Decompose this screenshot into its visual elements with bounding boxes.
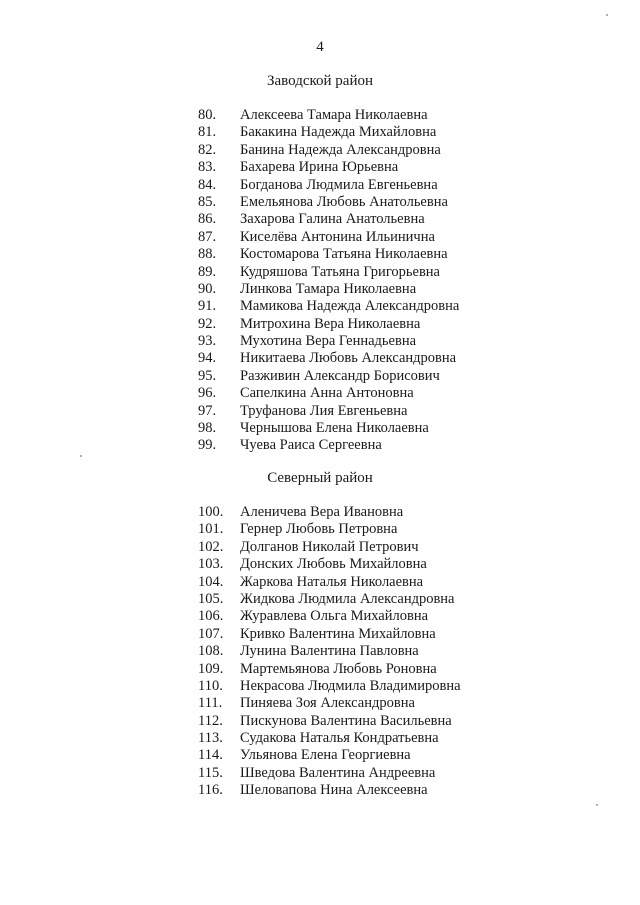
list-item (198, 124, 528, 141)
person-name: Разживин Александр Борисович (240, 367, 440, 384)
person-name: Шеловапова Нина Алексеевна (240, 782, 428, 799)
item-number: 101. (198, 521, 224, 538)
list-item (198, 661, 528, 678)
name-list-zavodskoy (198, 107, 528, 455)
person-name: Алексеева Тамара Николаевна (240, 107, 428, 123)
list-item (198, 107, 528, 124)
item-number: 95. (198, 367, 217, 384)
item-number: 94. (198, 350, 217, 367)
list-item (198, 730, 528, 747)
item-number: 93. (198, 333, 217, 350)
list-item (198, 539, 528, 556)
item-number: 98. (198, 420, 217, 437)
scan-speck (596, 804, 598, 806)
list-item (198, 246, 528, 263)
person-name: Труфанова Лия Евгеньевна (240, 402, 408, 419)
list-item (198, 298, 528, 315)
item-number: 116. (198, 782, 223, 799)
person-name: Гернер Любовь Петровна (240, 521, 398, 538)
person-name: Линкова Тамара Николаевна (240, 280, 417, 297)
name-list-severny (198, 504, 528, 800)
item-number: 80. (198, 107, 217, 123)
item-number: 107. (198, 625, 224, 642)
list-item (198, 368, 528, 385)
item-number: 83. (198, 159, 217, 176)
item-number: 84. (198, 176, 217, 193)
person-name: Донских Любовь Михайловна (240, 556, 427, 573)
person-name: Мамикова Надежда Александровна (240, 298, 460, 315)
list-item (198, 574, 528, 591)
item-number: 88. (198, 246, 217, 263)
list-item (198, 142, 528, 159)
item-number: 96. (198, 385, 217, 402)
person-name: Киселёва Антонина Ильинична (240, 228, 435, 245)
page-number: 4 (316, 39, 324, 55)
person-name: Митрохина Вера Николаевна (240, 315, 421, 332)
list-item (198, 747, 528, 764)
list-item (198, 350, 528, 367)
list-item (198, 713, 528, 730)
person-name: Захарова Галина Анатольевна (240, 211, 425, 228)
item-number: 115. (198, 764, 223, 781)
scan-speck (80, 455, 82, 457)
person-name: Аленичева Вера Ивановна (240, 504, 404, 520)
person-name: Сапелкина Анна Антоновна (240, 385, 414, 402)
person-name: Банина Надежда Александровна (240, 141, 441, 158)
item-number: 99. (198, 437, 217, 454)
item-number: 86. (198, 211, 217, 228)
item-number: 87. (198, 228, 217, 245)
list-item (198, 608, 528, 625)
person-name: Пискунова Валентина Васильевна (240, 712, 452, 729)
list-item (198, 521, 528, 538)
item-number: 85. (198, 193, 217, 210)
item-number: 110. (198, 677, 223, 694)
list-item (198, 264, 528, 281)
item-number: 111. (198, 695, 223, 712)
person-name: Мухотина Вера Геннадьевна (240, 333, 417, 350)
list-item (198, 591, 528, 608)
list-item (198, 385, 528, 402)
item-number: 82. (198, 141, 217, 158)
person-name: Никитаева Любовь Александровна (240, 350, 457, 367)
item-number: 92. (198, 315, 217, 332)
list-item (198, 556, 528, 573)
item-number: 90. (198, 280, 217, 297)
list-item (198, 159, 528, 176)
item-number: 104. (198, 573, 224, 590)
list-item (198, 643, 528, 660)
list-item (198, 765, 528, 782)
person-name: Жаркова Наталья Николаевна (240, 573, 424, 590)
person-name: Бакакина Надежда Михайловна (240, 124, 437, 141)
item-number: 113. (198, 730, 223, 747)
person-name: Долганов Николай Петрович (240, 538, 419, 555)
item-number: 89. (198, 263, 217, 280)
list-item (198, 333, 528, 350)
list-item (198, 504, 528, 521)
person-name: Кудряшова Татьяна Григорьевна (240, 263, 440, 280)
person-name: Мартемьянова Любовь Роновна (240, 660, 437, 677)
person-name: Некрасова Людмила Владимировна (240, 677, 461, 694)
item-number: 108. (198, 643, 224, 660)
person-name: Судакова Наталья Кондратьевна (240, 730, 439, 747)
list-item (198, 316, 528, 333)
item-number: 105. (198, 590, 224, 607)
list-item (198, 678, 528, 695)
person-name: Ульянова Елена Георгиевна (240, 747, 411, 764)
item-number: 97. (198, 402, 217, 419)
list-item (198, 626, 528, 643)
list-item (198, 281, 528, 298)
item-number: 109. (198, 660, 224, 677)
person-name: Кривко Валентина Михайловна (240, 625, 436, 642)
scan-speck (606, 14, 608, 16)
person-name: Чернышова Елена Николаевна (240, 420, 429, 437)
list-item (198, 177, 528, 194)
item-number: 81. (198, 124, 217, 141)
list-item (198, 695, 528, 712)
list-item (198, 229, 528, 246)
person-name: Чуева Раиса Сергеевна (240, 437, 382, 454)
person-name: Шведова Валентина Андреевна (240, 764, 436, 781)
person-name: Емельянова Любовь Анатольевна (240, 193, 448, 210)
item-number: 102. (198, 538, 224, 555)
list-item (198, 437, 528, 454)
person-name: Бахарева Ирина Юрьевна (240, 159, 399, 176)
person-name: Журавлева Ольга Михайловна (240, 608, 429, 625)
item-number: 112. (198, 712, 223, 729)
list-item (198, 420, 528, 437)
section-heading-zavodskoy: Заводской район (266, 73, 374, 89)
list-item (198, 194, 528, 211)
item-number: 100. (198, 504, 224, 520)
item-number: 114. (198, 747, 223, 764)
person-name: Костомарова Татьяна Николаевна (240, 246, 448, 263)
list-item (198, 403, 528, 420)
item-number: 91. (198, 298, 217, 315)
section-heading-severny: Северный район (267, 470, 373, 486)
person-name: Лунина Валентина Павловна (240, 643, 419, 660)
list-item (198, 211, 528, 228)
item-number: 106. (198, 608, 224, 625)
list-item (198, 782, 528, 799)
item-number: 103. (198, 556, 224, 573)
person-name: Пиняева Зоя Александровна (240, 695, 415, 712)
person-name: Жидкова Людмила Александровна (240, 590, 455, 607)
person-name: Богданова Людмила Евгеньевна (240, 176, 438, 193)
